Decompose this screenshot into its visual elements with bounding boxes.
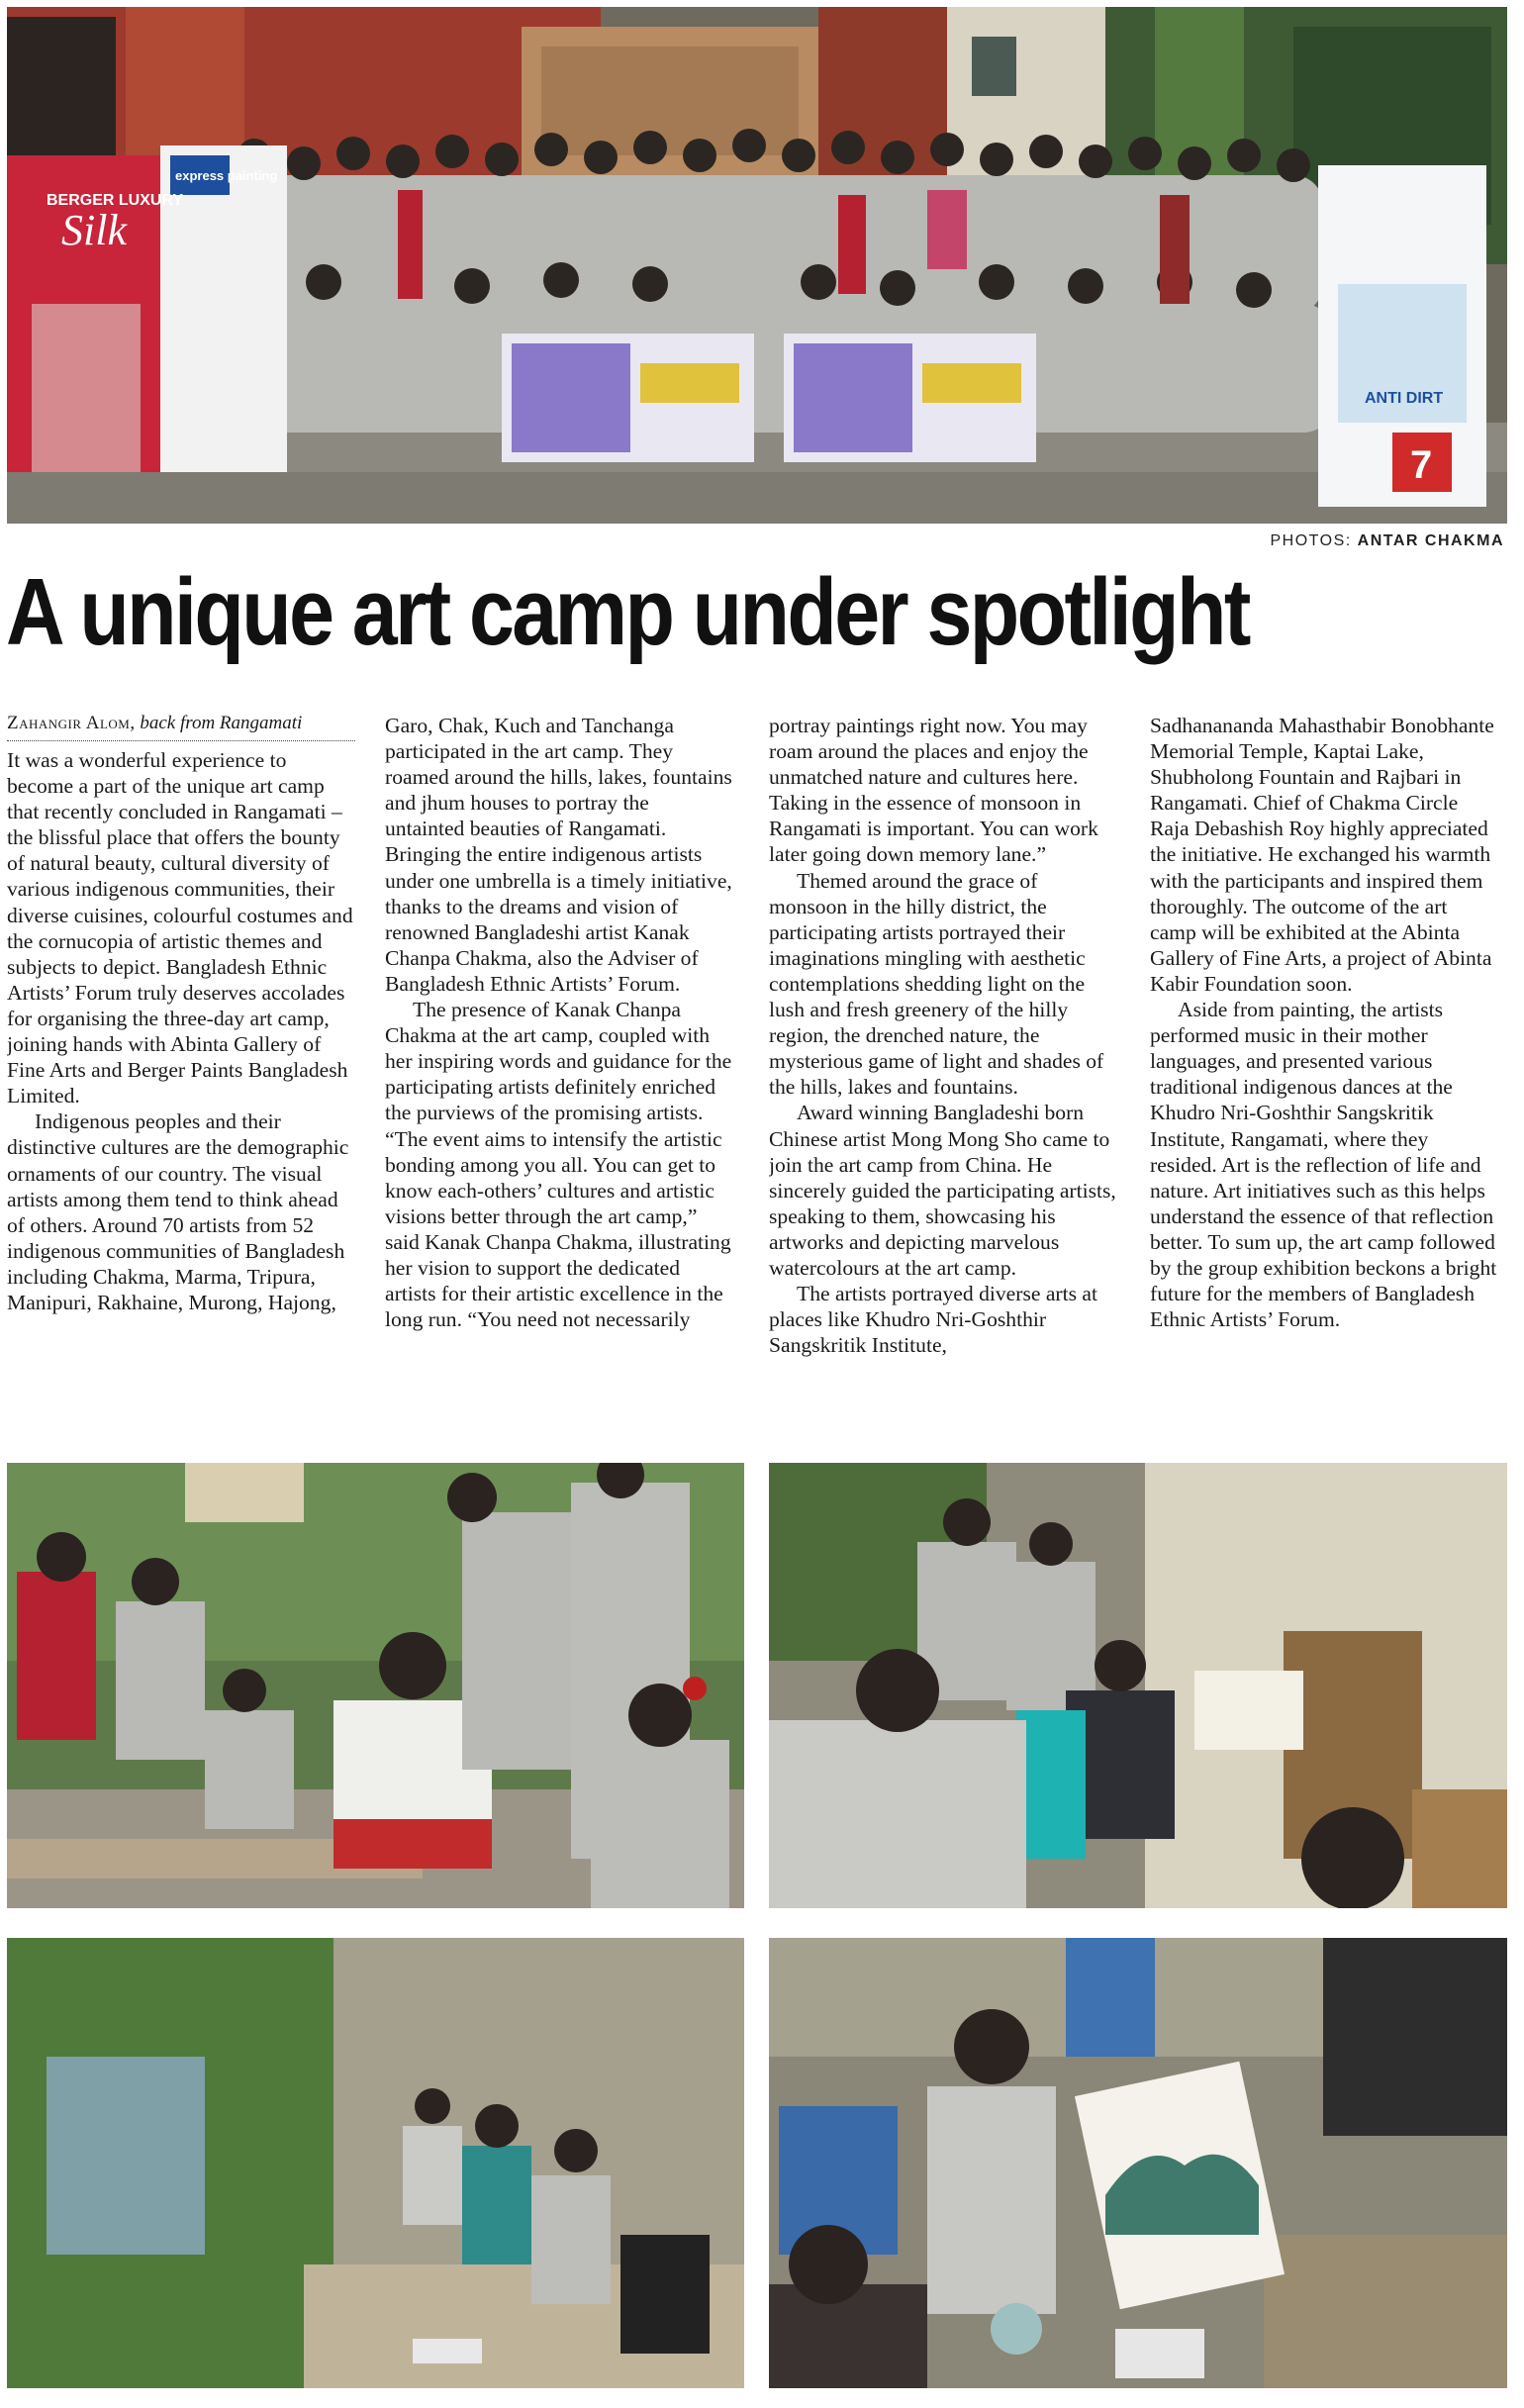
artists-discussion-photo [7,1463,744,1908]
article-paragraph: portray paintings right now. You may roam around the places and enjoy the unmatched nature and cultures here. Taking in the essence of monsoon in Rangamati is important. You can work later going down memory lane.” [769,714,1098,867]
article-column-2 [385,713,733,1440]
artists-by-lake-photo [7,1938,744,2388]
article-paragraph: The presence of Kanak Chanpa Chakma at the art camp, coupled with her inspiring words and guidance for the participating artists definitely enriched the purviews of the promising artists. “The event aims to intensify the artistic bonding among you all. You can get to know each-others’ cultures and artistic visions better through the art camp,” said Kanak Chanpa Chakma, illustrating her vision to support the dedicated artists for their artistic excellence in the long run. “You need not necessarily [385,998,732,1332]
byline-author: Zahangir Alom, [7,713,136,733]
article-paragraph: Sadhanananda Mahasthabir Bonobhante Memorial Temple, Kaptai Lake, Shubholong Fountain and Rajbari in Rangamati. Chief of Chakma Circle Raja Debashish Roy highly appreciated the initiative. He exchanged his warmth with the participants and inspired them thoroughly. The outcome of the art camp will be exhibited at the Abinta Gallery of Fine Arts, a project of Abinta Kabir Foundation soon. [1150,714,1494,996]
banner-express-painting-text: express painting [175,168,278,183]
artist-watercolour-photo [769,1938,1507,2388]
headline: A unique art camp under spotlight [6,559,1249,665]
banner-seven-text: 7 [1410,443,1433,487]
photo-credit-label: PHOTOS: [1270,532,1352,549]
photo-credit [1270,532,1504,550]
article-paragraph: The artists portrayed diverse arts at places like Khudro Nri-Goshthir Sangskritik Institute, [769,1282,1097,1358]
article-column-1 [7,713,355,1440]
article-paragraph: Award winning Bangladeshi born Chinese artist Mong Mong Sho came to join the art camp from China. He sincerely guided the participating artists, speaking to them, showcasing his artworks and depicting marvelous watercolours at the art camp. [769,1101,1116,1280]
article-paragraph: It was a wonderful experience to become a part of the unique art camp that recently concluded in Rangamati –the blissful place that offers the bounty of natural beauty, cultural diversity of various indigenous communities, their diverse cuisines, colourful costumes and the cornucopia of artistic themes and subjects to depict. Bangladesh Ethnic Artists’ Forum truly deserves accolades for organising the three-day art camp, joining hands with Abinta Gallery of Fine Arts and Berger Paints Bangladesh Limited. [7,748,353,1108]
article-paragraph: Themed around the grace of monsoon in the hilly district, the participating artists portrayed their imaginations mingling with aesthetic contemplations shedding light on the lush and fresh greenery of the hilly region, the drenched nature, the mysterious game of light and shades of the hills, lakes and fountains. [769,868,1104,1100]
article-paragraph: Garo, Chak, Kuch and Tanchanga participated in the art camp. They roamed around the hills, lakes, fountains and jhum houses to portray the untainted beauties of Rangamati. Bringing the entire indigenous artists under one umbrella is a timely initiative, thanks to the dreams and vision of renowned Bangladeshi artist Kanak Chanpa Chakma, also the Adviser of Bangladesh Ethnic Artists’ Forum. [385,714,732,996]
banner-anti-dirt-text: ANTI DIRT [1365,390,1444,407]
photo-credit-name: ANTAR CHAKMA [1357,532,1504,549]
article-column-3 [769,713,1117,1440]
group-photo [7,7,1507,524]
article-paragraph: Aside from painting, the artists performed music in their mother languages, and presented various traditional indigenous dances at the Khudro Nri-Goshthir Sangskritik Institute, Rangamati, where they resided. Art is the reflection of life and nature. Art initiatives such as this helps understand the essence of that reflection better. To sum up, the art camp followed by the group exhibition beckons a bright future for the members of Bangladesh Ethnic Artists’ Forum. [1150,998,1497,1332]
article-column-4 [1150,713,1498,1440]
banner-berger-luxury-text: BERGER LUXURY [47,192,184,209]
byline [7,713,355,741]
banner-silk-text: Silk [61,206,127,254]
artist-painting-photo [769,1463,1507,1908]
article-paragraph: Indigenous peoples and their distinctive cultures are the demographic ornaments of our country. The visual artists among them tend to think ahead of others. Around 70 artists from 52 indigenous communities of Bangladesh including Chakma, Marma, Tripura, Manipuri, Rakhaine, Murong, Hajong, [7,1109,349,1314]
byline-dateline: back from Rangamati [140,713,303,733]
